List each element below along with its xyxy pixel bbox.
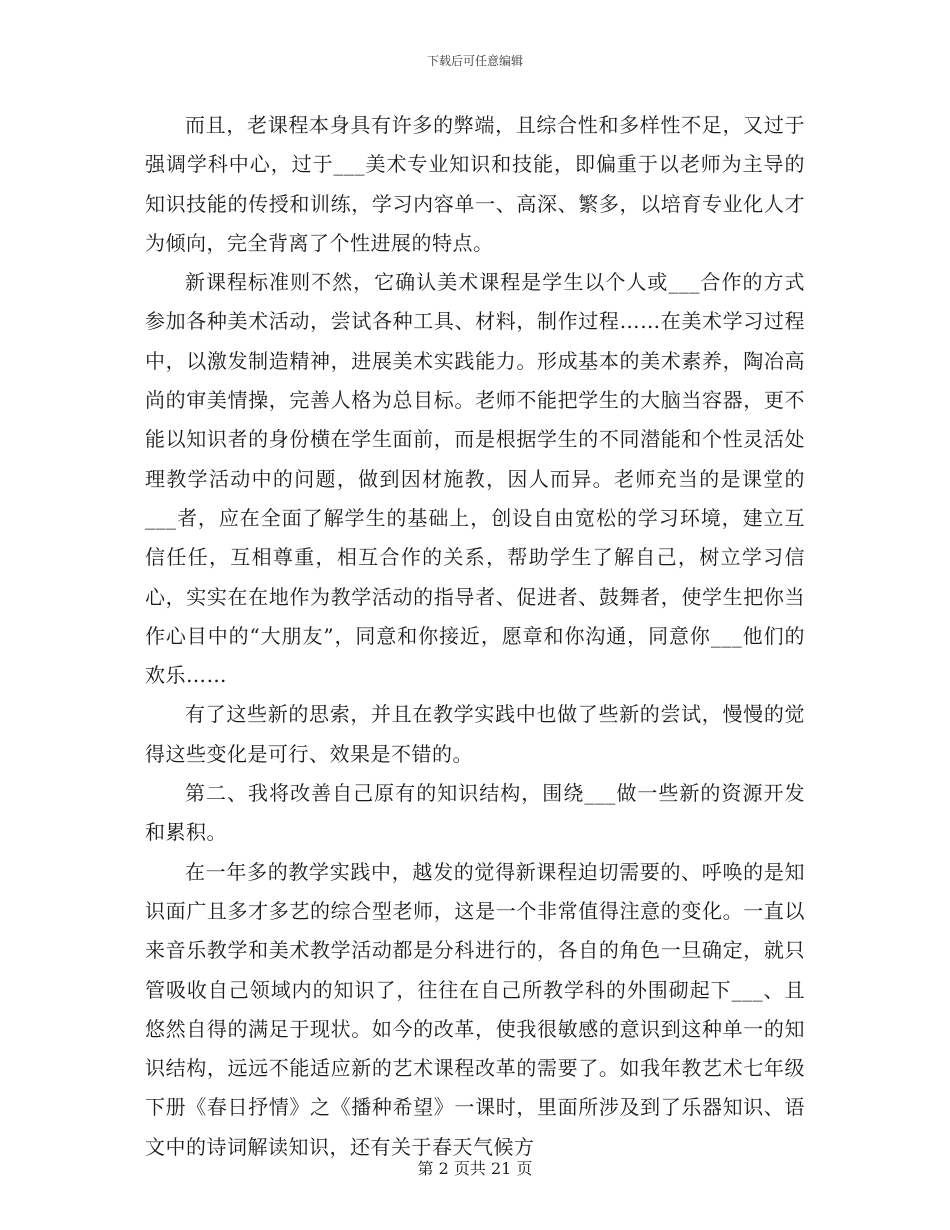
paragraph: 在一年多的教学实践中，越发的觉得新课程迫切需要的、呼唤的是知识面广且多才多艺的综合型老师，这是一个非常值得注意的变化。一直以来音乐教学和美术教学活动都是分科进行的，各自的角色一旦确定，就只管吸收自己领域内的知识了，往往在自己所教学科的外围砌起下___、且悠然自得的满足于现状。如今的改革，使我很敏感的意识到这种单一的知识结构，远远不能适应新的艺术课程改革的需要了。如我年教艺术七年级下册《春日抒情》之《播种希望》一课时，里面所涉及到了乐器知识、语文中的诗词解读知识，还有关于春天气候方: [145, 859, 805, 1159]
document-body: [145, 106, 805, 1167]
paragraph: 而且，老课程本身具有许多的弊端，且综合性和多样性不足，又过于强调学科中心，过于___美术专业知识和技能，即偏重于以老师为主导的知识技能的传授和训练，学习内容单一、高深、繁多，以培育专业化人才为倾向，完全背离了个性进展的特点。: [145, 113, 805, 255]
page-footer: 第 2 页共 21 页: [417, 1159, 533, 1178]
paragraph: 有了这些新的思索，并且在教学实践中也做了些新的尝试，慢慢的觉得这些变化是可行、效果是不错的。: [145, 702, 805, 766]
page-header: 下载后可任意编辑: [426, 54, 523, 68]
paragraph: 新课程标准则不然，它确认美术课程是学生以个人或___合作的方式参加各种美术活动，尝试各种工具、材料，制作过程……在美术学习过程中，以激发制造精神，进展美术实践能力。形成基本的美术素养，陶冶高尚的审美情操，完善人格为总目标。老师不能把学生的大脑当容器，更不能以知识者的身份横在学生面前，而是根据学生的不同潜能和个性灵活处理教学活动中的问题，做到因材施教，因人而异。老师充当的是课堂的___者，应在全面了解学生的基础上，创设自由宽松的学习环境，建立互信任任，互相尊重，相互合作的关系，帮助学生了解自己，树立学习信心，实实在在地作为教学活动的指导者、促进者、鼓舞者，使学生把你当作心目中的“大朋友”，同意和你接近，愿章和你沟通，同意你___他们的欢乐……: [145, 270, 805, 688]
paragraph: 第二、我将改善自己原有的知识结构，围绕___做一些新的资源开发和累积。: [145, 781, 805, 845]
